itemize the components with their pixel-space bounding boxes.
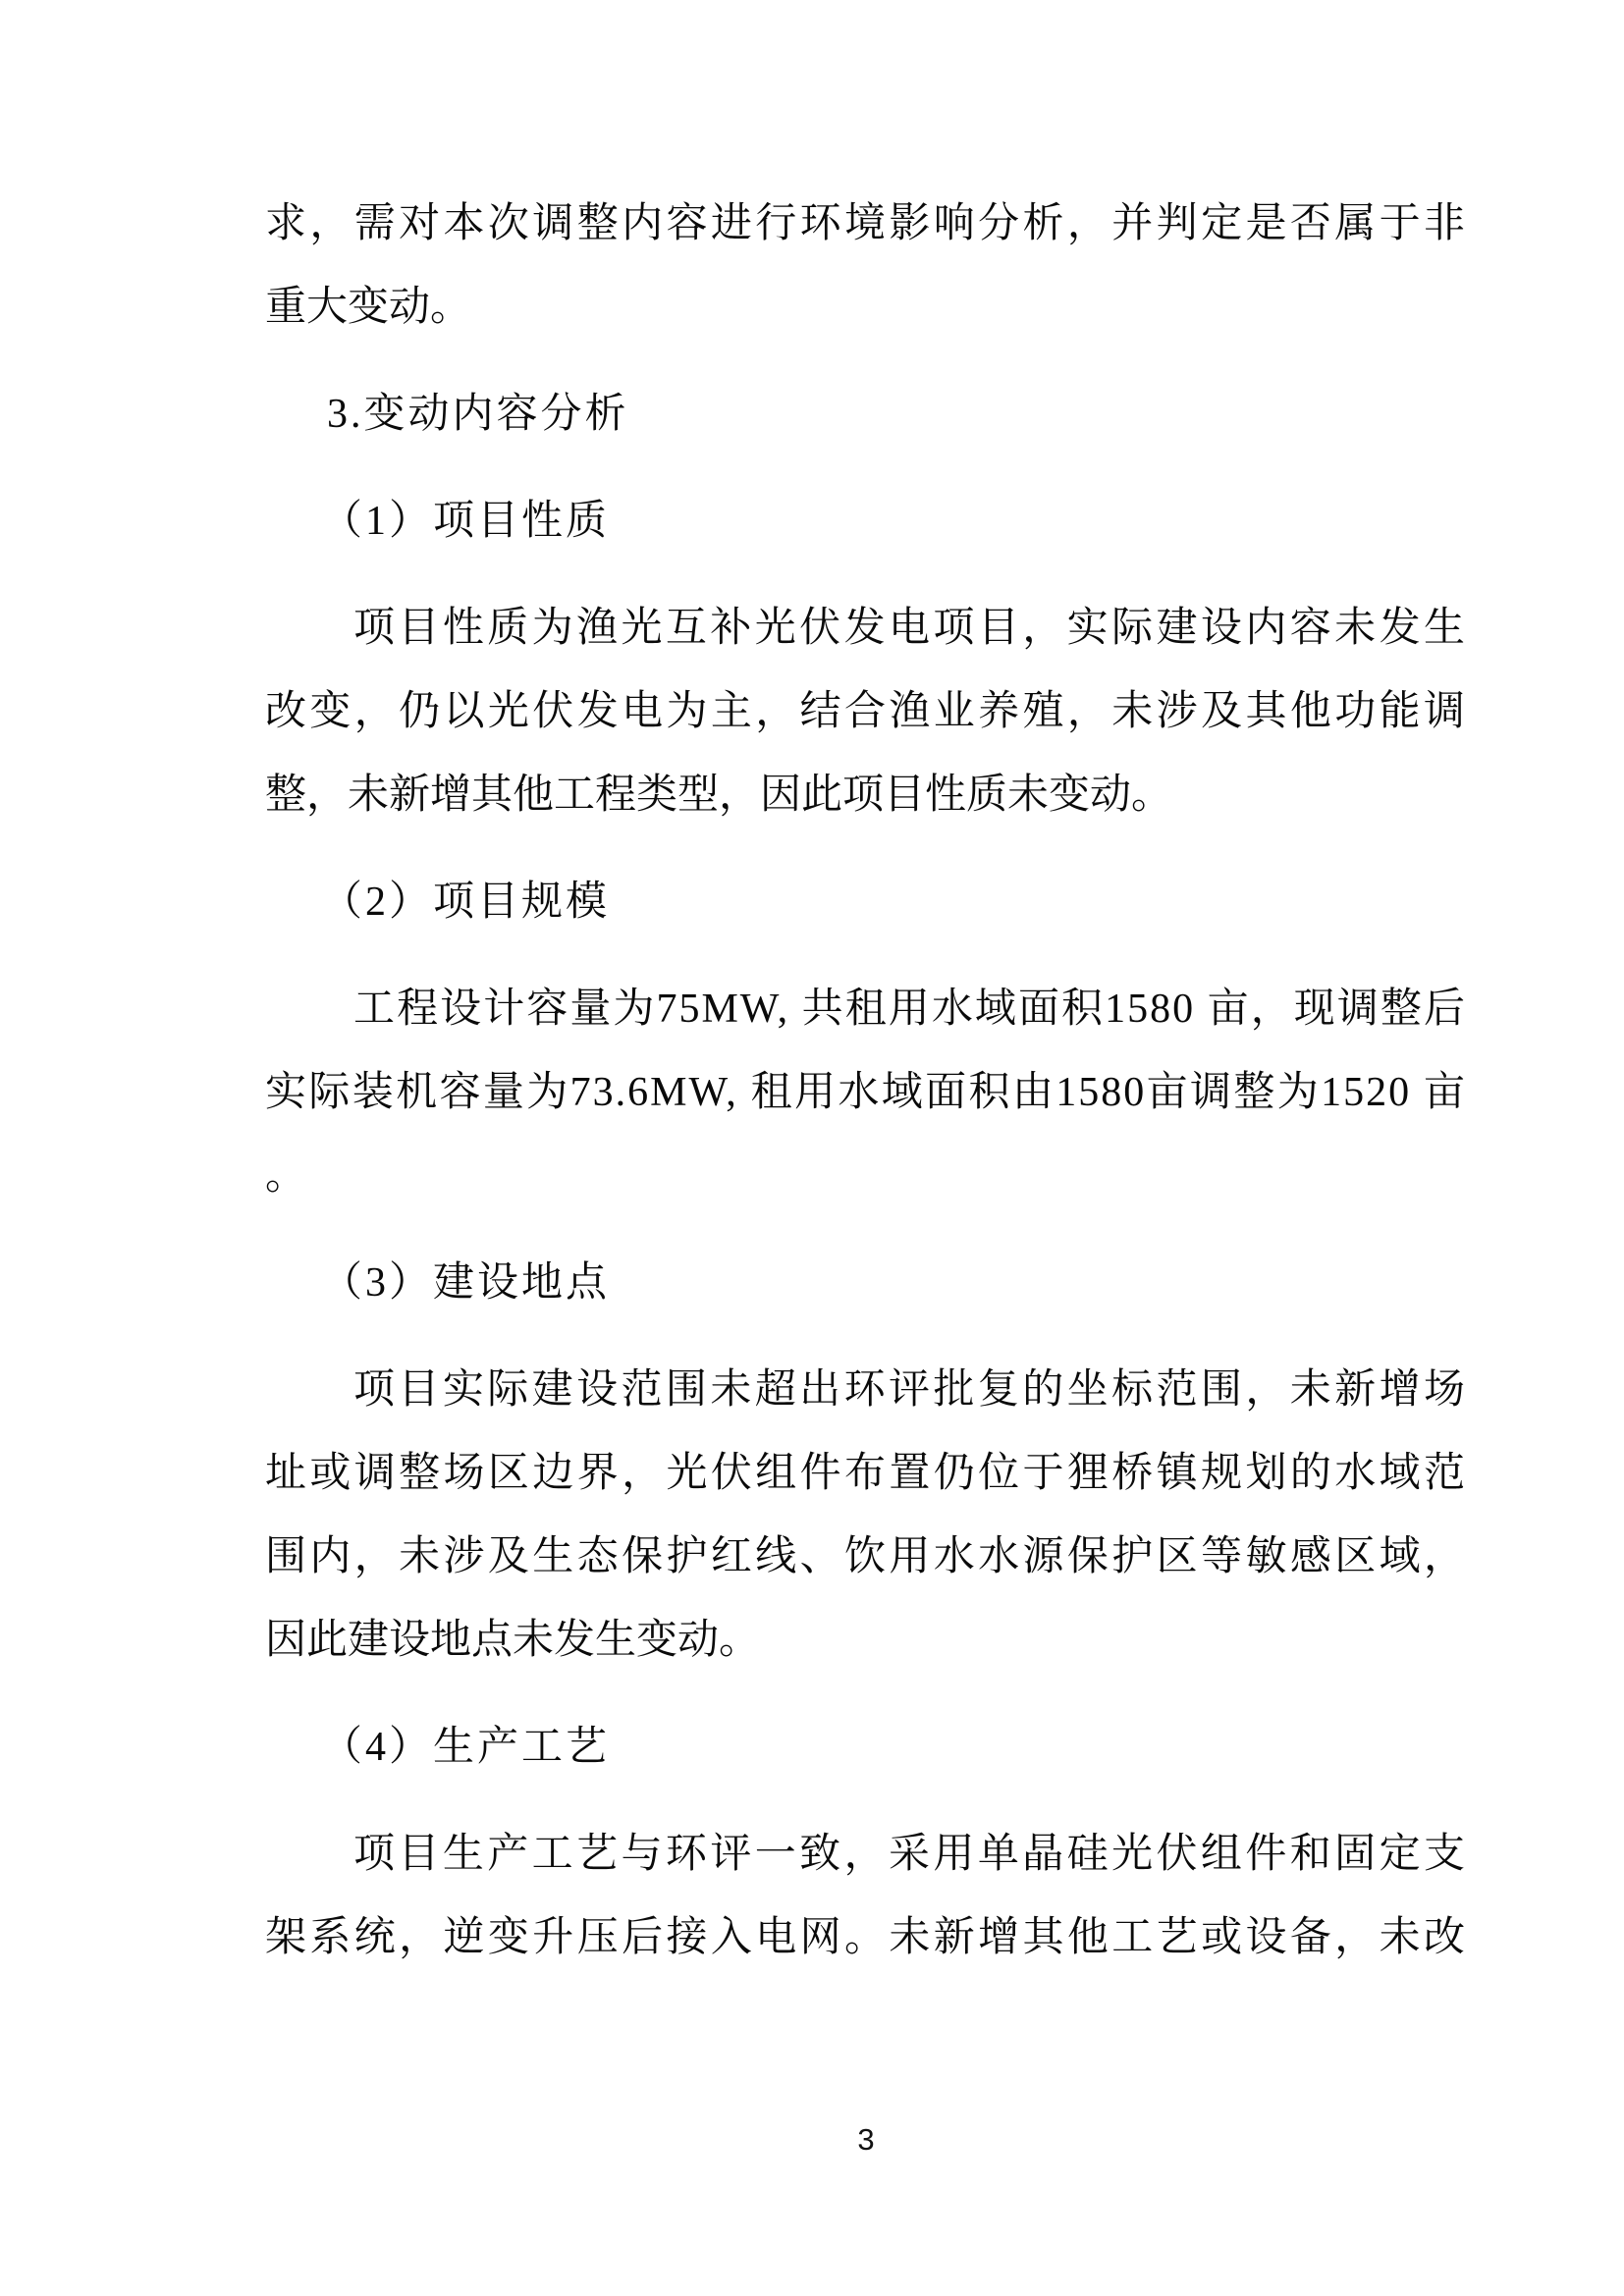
heading-text: （2）项目规模 — [321, 880, 611, 925]
text-line: 址或调整场区边界，光伏组件布置仍位于狸桥镇规划的水域范 — [265, 1451, 1467, 1496]
text-line: 因此建设地点未发生变动。 — [265, 1618, 761, 1663]
section-heading — [265, 373, 1467, 456]
text-line: 工程设计容量为75MW, 共租用水域面积1580 亩，现调整后 — [353, 987, 1467, 1032]
text-line: 求，需对本次调整内容进行环境影响分析，并判定是否属于非 — [265, 201, 1467, 246]
text-line: 项目生产工艺与环评一致，采用单晶硅光伏组件和固定支 — [353, 1832, 1467, 1877]
section-heading — [265, 861, 1467, 944]
heading-text: （3）建设地点 — [321, 1260, 611, 1306]
text-line: 重大变动。 — [265, 285, 472, 330]
paragraph — [265, 1813, 1467, 1980]
heading-text: 3.变动内容分析 — [327, 392, 629, 437]
heading-text: （4）生产工艺 — [321, 1725, 611, 1770]
text-line: 实际装机容量为73.6MW, 租用水域面积由1580亩调整为1520 亩 — [265, 1070, 1467, 1115]
text-line: 改变，仍以光伏发电为主，结合渔业养殖，未涉及其他功能调 — [265, 689, 1467, 734]
section-heading — [265, 1706, 1467, 1789]
paragraph — [265, 1349, 1467, 1682]
document-content — [265, 183, 1467, 1980]
section-heading — [265, 480, 1467, 563]
paragraph — [265, 183, 1467, 349]
section-heading — [265, 1242, 1467, 1325]
text-line: 。 — [265, 1153, 307, 1199]
paragraph — [265, 968, 1467, 1218]
text-line: 整，未新增其他工程类型，因此项目性质未变动。 — [265, 773, 1173, 818]
heading-text: （1）项目性质 — [321, 499, 611, 544]
text-line: 项目实际建设范围未超出环评批复的坐标范围，未新增场 — [353, 1367, 1467, 1413]
text-line: 项目性质为渔光互补光伏发电项目，实际建设内容未发生 — [353, 606, 1467, 651]
paragraph — [265, 587, 1467, 837]
page-number: 3 — [857, 2122, 875, 2157]
text-line: 围内，未涉及生态保护红线、饮用水水源保护区等敏感区域， — [265, 1534, 1467, 1579]
text-line: 架系统，逆变升压后接入电网。未新增其他工艺或设备，未改 — [265, 1915, 1467, 1960]
